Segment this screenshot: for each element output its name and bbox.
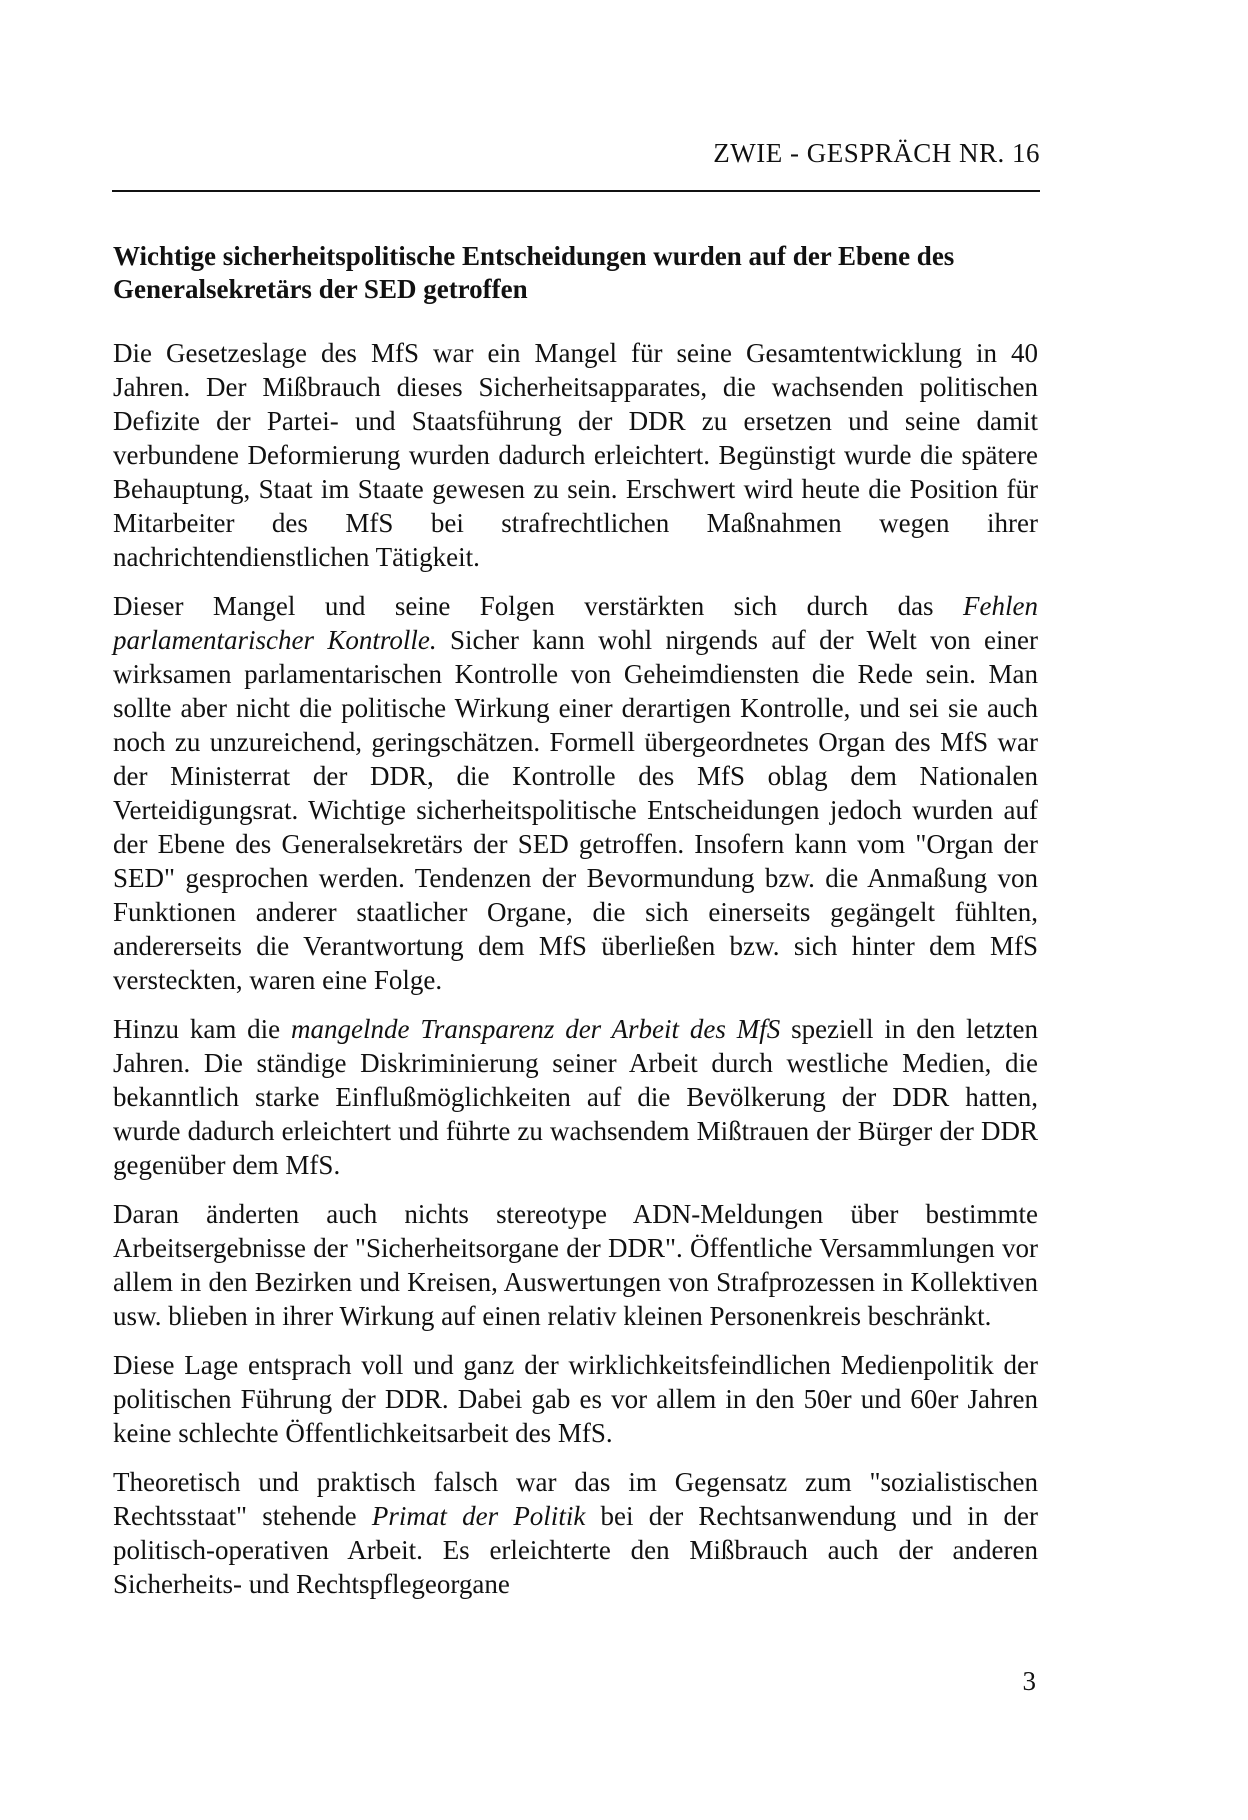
header-divider — [112, 190, 1040, 192]
paragraph-text: Daran änderten auch nichts stereotype ADN-Meldungen über bestimmte Arbeitsergebnisse der "Sicherheitsorgane der DDR". Öffentliche Versammlungen vor allem in den Bezirken und Kreisen, Auswertungen von Strafprozessen in Kollektiven usw. blieben in ihrer Wirkung auf einen relativ kleinen Personenkreis beschränkt. — [113, 1199, 1038, 1331]
paragraph — [113, 1012, 1038, 1182]
paragraph-text: Dieser Mangel und seine Folgen verstärkten sich durch das — [113, 591, 964, 621]
emphasized-text: Fehlen parlamentarischer Kontrolle. — [113, 591, 1038, 655]
paragraph-text: Sicher kann wohl nirgends auf der Welt von einer wirksamen parlamentarischen Kontrolle von Geheimdiensten die Rede sein. Man sollte aber nicht die politische Wirkung einer derartigen Kontrolle, und sei sie auch noch zu unzureichend, geringschätzen. Formell übergeordnetes Organ des MfS war der Ministerrat der DDR, die Kontrolle des MfS oblag dem Nationalen Verteidigungsrat. Wichtige sicherheitspolitische Entscheidungen jedoch wurden auf der Ebene des Generalsekretärs der SED getroffen. Insofern kann vom "Organ der SED" gesprochen werden. Tendenzen der Bevormundung bzw. die Anmaßung von Funktionen anderer staatlicher Organe, die sich einerseits gegängelt fühlten, andererseits die Verantwortung dem MfS überließen bzw. sich hinter dem MfS versteckten, waren eine Folge. — [113, 625, 1038, 995]
page-number: 3 — [1022, 1666, 1036, 1696]
page-body — [113, 240, 1038, 1616]
paragraph-text: Die Gesetzeslage des MfS war ein Mangel für seine Gesamtentwicklung in 40 Jahren. Der Mißbrauch dieses Sicherheitsapparates, die wachsenden politischen Defizite der Partei- und Staatsführung der DDR zu ersetzen und seine damit verbundene Deformierung wurden dadurch erleichtert. Begünstigt wurde die spätere Behauptung, Staat im Staate gewesen zu sein. Erschwert wird heute die Position für Mitarbeiter des MfS bei strafrechtlichen Maßnahmen wegen ihrer nachrichtendienstlichen Tätigkeit. — [113, 338, 1038, 572]
paragraph — [113, 1348, 1038, 1450]
paragraph-text: Hinzu kam die — [113, 1014, 291, 1044]
paragraph — [113, 1465, 1038, 1601]
running-header: ZWIE - GESPRÄCH NR. 16 — [713, 138, 1040, 168]
section-heading: Wichtige sicherheitspolitische Entscheidungen wurden auf der Ebene des Generalsekretärs der SED getroffen — [113, 241, 955, 304]
paragraph-text: Theoretisch und praktisch falsch war das im Gegensatz zum "sozialistischen Rechtsstaat" stehende — [113, 1467, 1038, 1531]
emphasized-text: mangelnde Transparenz der Arbeit des MfS — [291, 1014, 781, 1044]
paragraph-text: bei der Rechtsanwendung und in der politisch-operativen Arbeit. Es erleichterte den Mißbrauch auch der anderen Sicherheits- und Rechtspflegeorgane — [113, 1501, 1039, 1599]
paragraph-text: speziell in den letzten Jahren. Die ständige Diskriminierung seiner Arbeit durch westliche Medien, die bekanntlich starke Einflußmöglichkeiten auf die Bevölkerung der DDR hatten, wurde dadurch erleichtert und führte zu wachsendem Mißtrauen der Bürger der DDR gegenüber dem MfS. — [113, 1014, 1039, 1180]
paragraph — [113, 589, 1038, 997]
paragraph — [113, 1197, 1038, 1333]
paragraph — [113, 336, 1038, 574]
paragraph-text: Diese Lage entsprach voll und ganz der wirklichkeitsfeindlichen Medienpolitik der politischen Führung der DDR. Dabei gab es vor allem in den 50er und 60er Jahren keine schlechte Öffentlichkeitsarbeit des MfS. — [113, 1350, 1038, 1448]
emphasized-text: Primat der Politik — [371, 1501, 586, 1531]
